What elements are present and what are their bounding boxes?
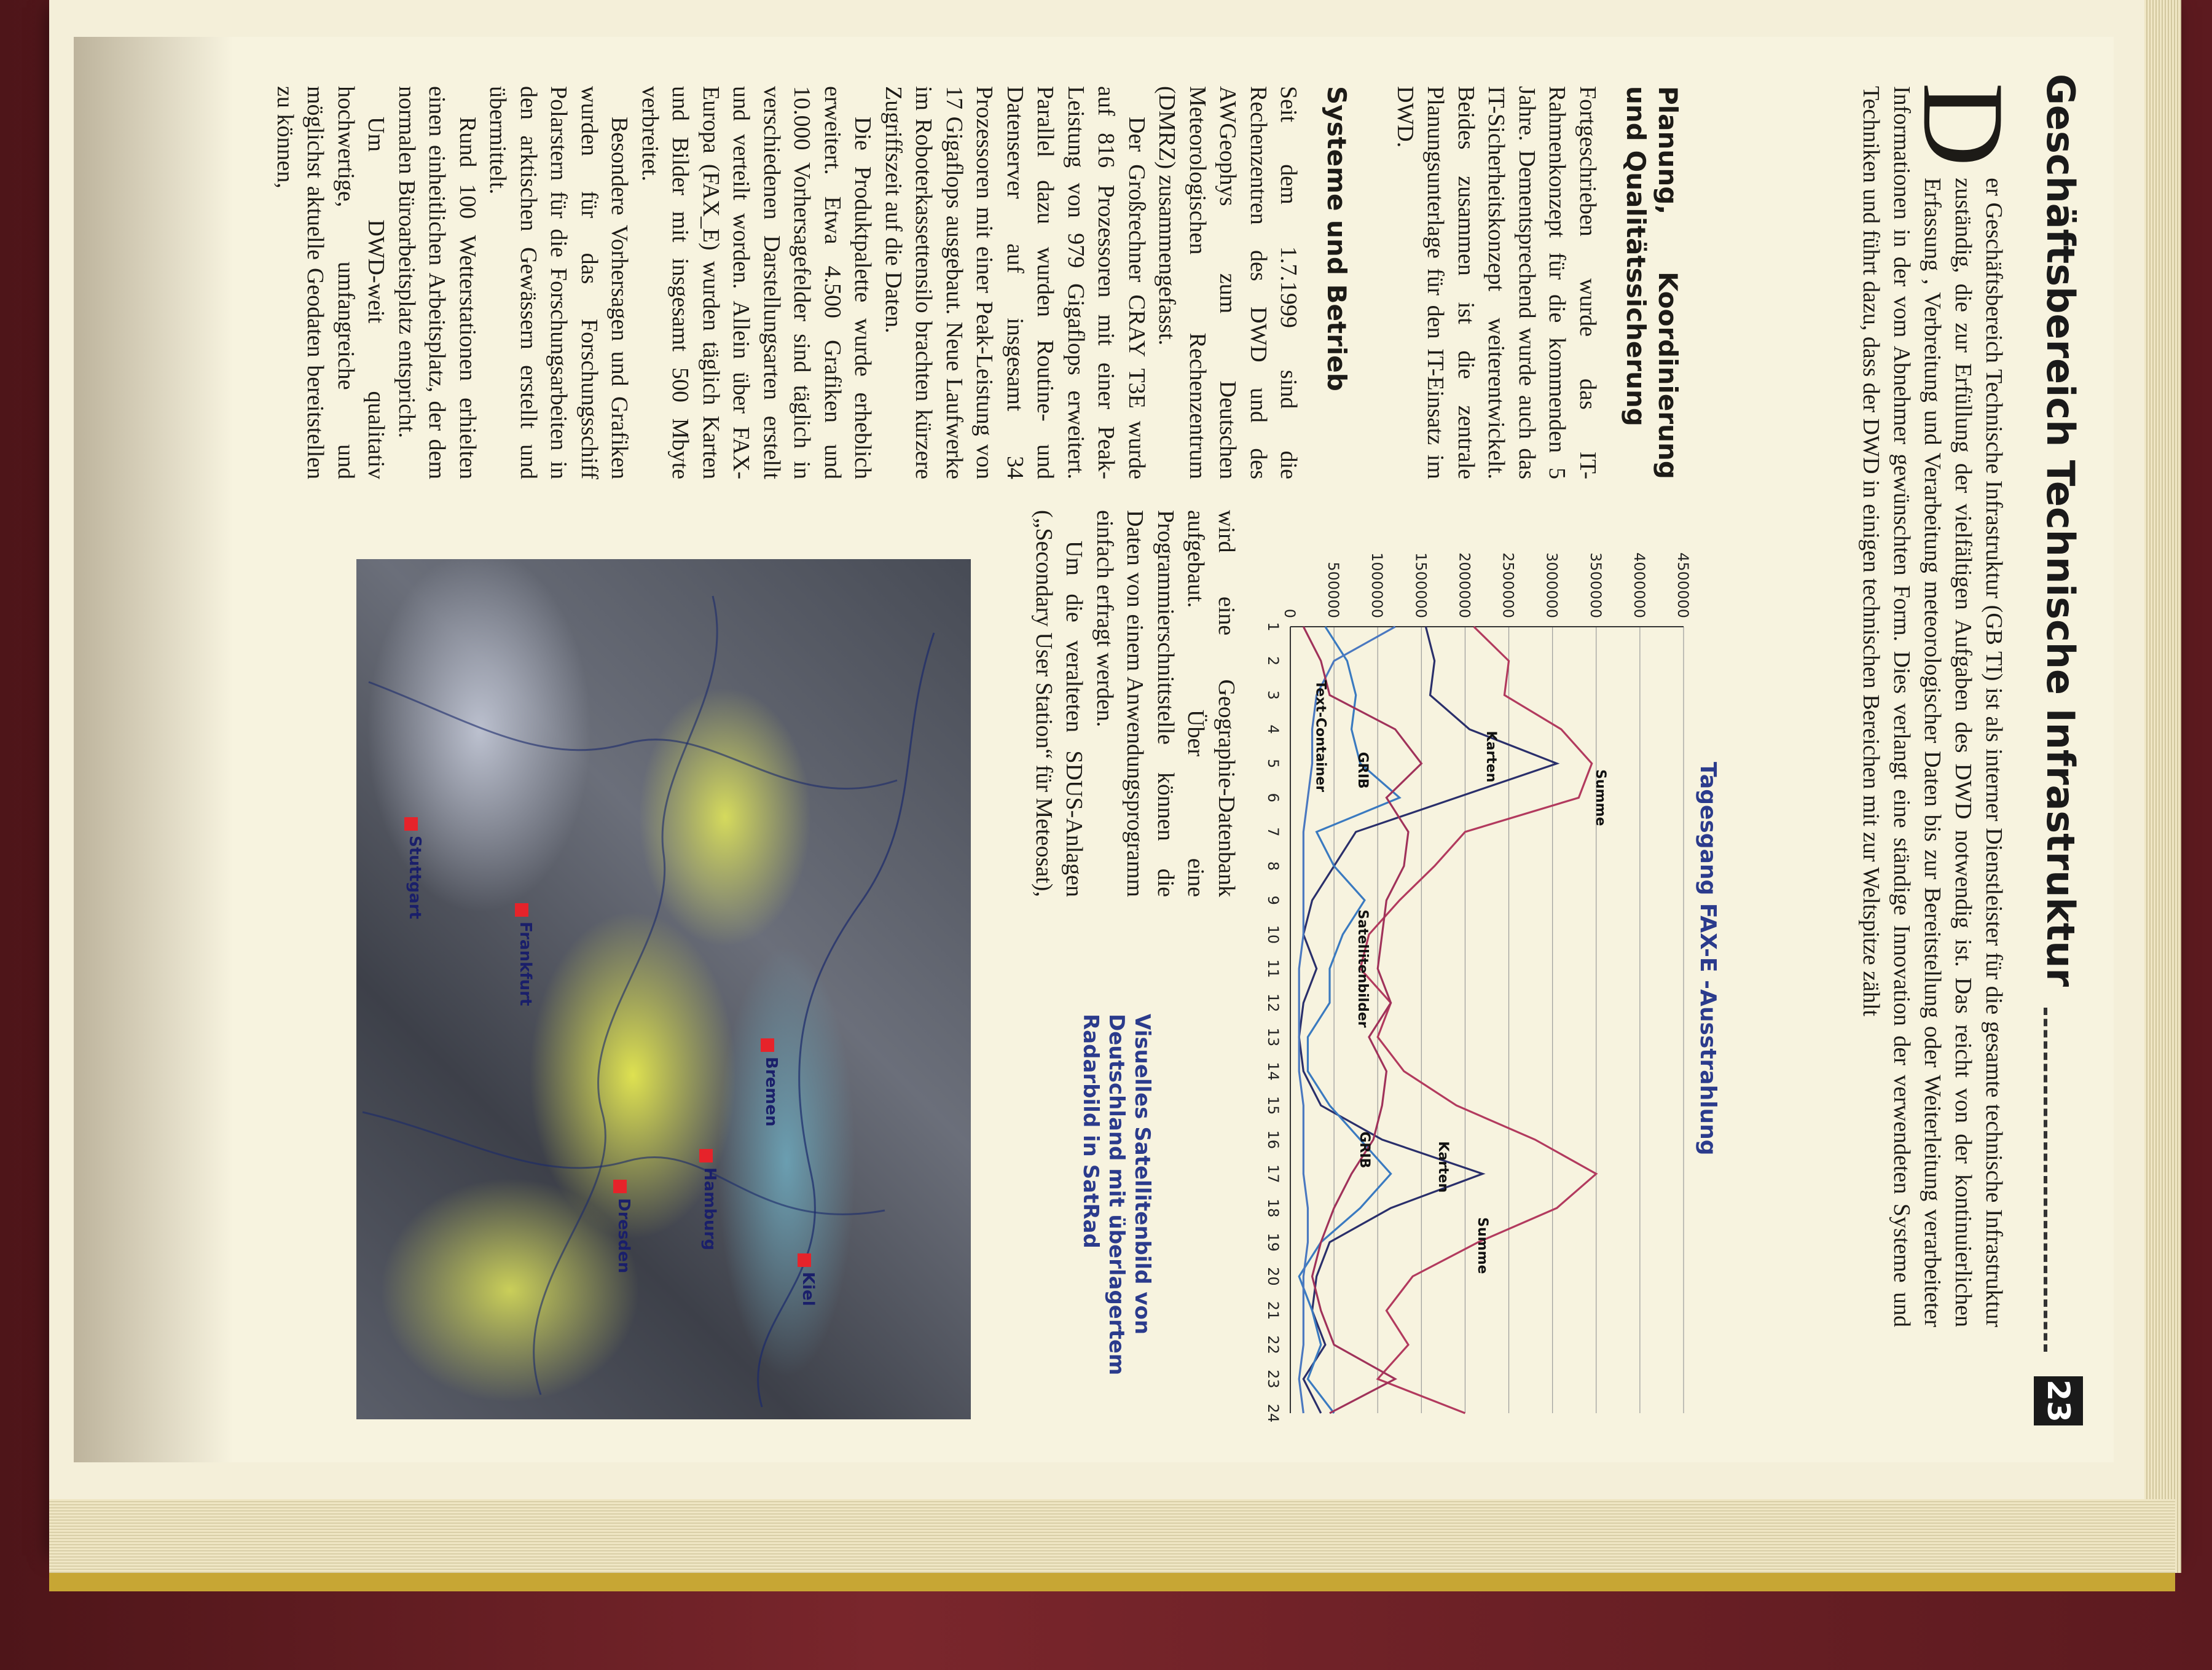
- y-tick-label: 3000000: [1543, 552, 1561, 618]
- y-tick-label: 500000: [1325, 562, 1343, 618]
- systeme-paragraph-6: Um DWD-weit qualitativ hochwertige, umfangreiche und möglichst aktuelle Geodaten bereitstellen zu können,: [272, 86, 390, 479]
- x-tick-label: 16: [1265, 1130, 1282, 1150]
- series-label: Summe: [1592, 769, 1608, 826]
- x-tick-label: 23: [1265, 1370, 1282, 1389]
- y-tick-label: 2000000: [1456, 552, 1473, 618]
- city-label-hamburg: Hamburg: [700, 1167, 719, 1250]
- city-marker-frankfurt: [515, 903, 528, 917]
- series-label: Karten: [1483, 731, 1499, 783]
- radar-borders: [356, 559, 971, 1419]
- x-tick-label: 14: [1265, 1062, 1282, 1081]
- x-tick-label: 21: [1265, 1301, 1282, 1320]
- x-tick-label: 12: [1265, 993, 1282, 1013]
- left-column: [270, 86, 1684, 479]
- x-tick-label: 10: [1265, 925, 1282, 944]
- series-label: Karten: [1435, 1141, 1451, 1193]
- x-tick-label: 13: [1265, 1027, 1282, 1047]
- y-tick-label: 2500000: [1499, 552, 1517, 618]
- city-marker-stuttgart: [404, 817, 418, 831]
- intro-paragraph: [1856, 82, 2028, 1327]
- book-page: [74, 37, 2114, 1462]
- x-tick-label: 15: [1265, 1096, 1282, 1115]
- radar-caption: Visuelles Satellitenbild von Deutschland mit überlagertem Radarbild in SatRad: [1078, 1014, 1155, 1376]
- city-label-kiel: Kiel: [799, 1272, 817, 1306]
- x-tick-label: 3: [1265, 690, 1282, 700]
- page-header: [2022, 74, 2089, 1425]
- page-edges-right: [2144, 0, 2181, 1573]
- x-tick-label: 2: [1265, 656, 1282, 666]
- fax-e-chart-svg: [1241, 504, 1720, 1438]
- page-gold-edge: [49, 1573, 2175, 1591]
- series-line-summe: [1360, 627, 1596, 1413]
- x-tick-label: 20: [1265, 1267, 1282, 1286]
- x-tick-label: 22: [1265, 1335, 1282, 1354]
- sdus-paragraph: Um die veralteten SDUS-Anlagen („Secondary User Station“ für Meteosat),: [1031, 510, 1088, 897]
- fax-e-chart: [1241, 504, 1720, 1438]
- y-tick-label: 0: [1281, 608, 1298, 618]
- satellite-radar-image: [356, 559, 971, 1419]
- series-line-karten: [1299, 627, 1557, 1413]
- chart-title: Tagesgang FAX-E -Ausstrahlung: [1695, 762, 1720, 1156]
- header-dashed-rule: [2044, 1008, 2047, 1352]
- y-tick-label: 3500000: [1586, 552, 1604, 618]
- intro-text: er Geschäftsbereich Technische Infrastruktur (GB TI) ist als interner Dienstleister für die gesamte technische Infrastruktur zuständig, die zur Erfüllung der vielfältigen Aufgaben des DWD notwendig ist. Das reicht von der kontinuierlichen Erfassung , Verbreitung und Verarbeitung meteorologischer Daten bis zur Bereitstellung oder Weiterleitung verarbeiteter Informationen in der vom Abnehmer gewünschten Form. Dies verlangt eine ständige Innovation der verwendeten Systeme und Techniken und führt dazu, dass der DWD in einigen technischen Bereichen mit zur Weltspitze zählt: [1858, 86, 2007, 1327]
- city-label-dresden: Dresden: [614, 1198, 633, 1274]
- systeme-paragraph-4: Besondere Vorhersagen und Grafiken wurden für das Forschungsschiff Polarstern für die Forschungsarbeiten in den arktischen Gewässern erstellt und übermittelt.: [485, 86, 633, 479]
- series-label: Summe: [1474, 1217, 1490, 1274]
- city-marker-kiel: [798, 1253, 811, 1267]
- section-heading-systeme: Systeme und Betrieb: [1322, 86, 1352, 391]
- systeme-paragraph-5: Rund 100 Wetterstationen erhielten einen einheitlichen Arbeitsplatz, der dem normalen Büroarbeitsplatz entspricht.: [394, 86, 480, 479]
- y-tick-label: 1500000: [1412, 552, 1430, 618]
- page-title: Geschäftsbereich Technische Infrastruktur: [2038, 74, 2083, 987]
- x-tick-label: 4: [1265, 724, 1282, 734]
- series-label: GRIB: [1354, 751, 1370, 789]
- city-label-bremen: Bremen: [762, 1057, 780, 1127]
- x-tick-label: 5: [1265, 758, 1282, 769]
- x-tick-label: 17: [1265, 1164, 1282, 1183]
- series-label: Text-Container: [1312, 680, 1328, 793]
- gutter-shadow: [74, 37, 233, 1462]
- city-marker-dresden: [613, 1180, 627, 1193]
- page-number: 23: [2034, 1376, 2083, 1425]
- city-marker-hamburg: [699, 1149, 713, 1162]
- x-tick-label: 8: [1265, 861, 1282, 871]
- section-heading-planung: Planung, Koordinierung und Qualitätssicherung: [1621, 86, 1683, 479]
- systeme-paragraph-2: Der Großrechner CRAY T3E wurde auf 816 Prozessoren mit einer Peak-Leistung von 979 Gigaflops erweitert. Parallel dazu wurden Routine- und Datenserver auf insgesamt 34 Prozessoren mit einer Peak-Leistung von 17 Gigaflops ausgebaut. Neue Laufwerke im Roboterkassettensilo brachten kürzere Zugriffszeit auf die Daten.: [880, 86, 1150, 479]
- systeme-paragraph-3: Die Produktpalette wurde erheblich erweitert. Etwa 4.500 Grafiken und 10.000 Vorhersagefelder sind täglich in verschiedenen Darstellungsarten erstellt und verteilt worden. Allein über FAX-Europa (FAX_E) wurden täglich Karten und Bilder mit insgesamt 500 Mbyte verbreitet.: [637, 86, 876, 479]
- city-label-frankfurt: Frankfurt: [516, 922, 535, 1006]
- x-tick-label: 24: [1265, 1403, 1282, 1423]
- x-tick-label: 1: [1265, 622, 1282, 632]
- drop-cap: D: [1899, 82, 2028, 167]
- x-tick-label: 6: [1265, 793, 1282, 802]
- x-tick-label: 11: [1265, 959, 1282, 978]
- x-tick-label: 18: [1265, 1198, 1282, 1218]
- series-label: Satellitenbilder: [1354, 909, 1370, 1028]
- planung-paragraph: Fortgeschrieben wurde das IT-Rahmenkonzept für die kommenden 5 Jahre. Dementsprechend wurde auch das IT-Sicherheitskonzept weiterentwickelt. Beides zusammen ist die zentrale Planungsunterlage für den IT-Einsatz im DWD.: [1392, 86, 1601, 479]
- y-tick-label: 4500000: [1674, 552, 1692, 618]
- x-tick-label: 7: [1265, 827, 1282, 837]
- series-label: GRIB: [1356, 1131, 1372, 1169]
- geodaten-paragraph: wird eine Geographie-Datenbank aufgebaut. Über eine Programmierschnittstelle können die Daten von einem Anwendungsprogramm einfach erfragt werden.: [1092, 510, 1239, 897]
- city-marker-bremen: [761, 1038, 774, 1052]
- city-label-stuttgart: Stuttgart: [406, 836, 424, 919]
- x-tick-label: 9: [1265, 895, 1282, 905]
- y-tick-label: 4000000: [1630, 552, 1648, 618]
- y-tick-label: 1000000: [1368, 552, 1386, 618]
- x-tick-label: 19: [1265, 1233, 1282, 1252]
- systeme-paragraph-1: Seit dem 1.7.1999 sind die Rechenzentren des DWD und des AWGeophys zum Deutschen Meteorologischen Rechenzentrum (DMRZ) zusammengefasst.: [1154, 86, 1302, 479]
- page-edges-bottom: [49, 1499, 2175, 1579]
- right-column: [1029, 510, 1242, 897]
